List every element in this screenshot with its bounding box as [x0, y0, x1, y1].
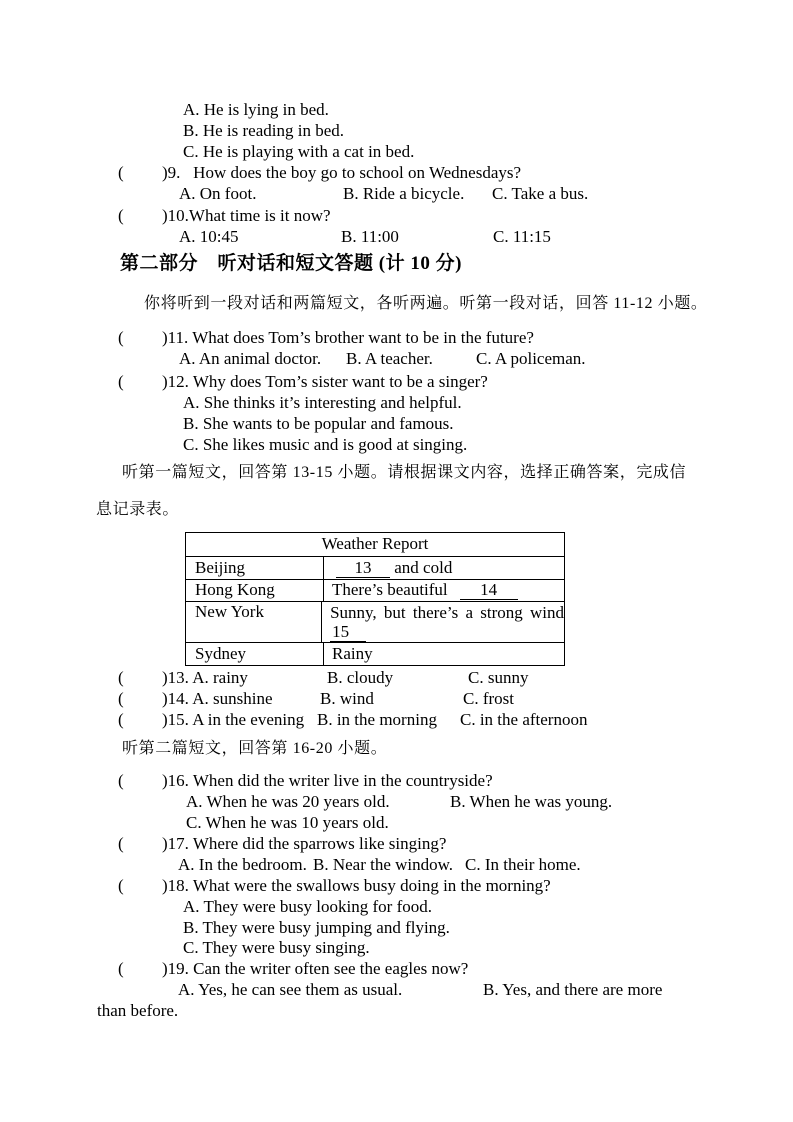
q16-option-b: B. When he was young. [450, 792, 613, 811]
part2-intro-passage1-line2: 息记录表。 [96, 501, 180, 518]
q11-answer-paren: ( [118, 328, 124, 347]
table-row [186, 601, 564, 642]
q10-option-a: A. 10:45 [179, 227, 239, 246]
weather-table-title: Weather Report [321, 534, 429, 553]
answer-blank-13: 13 [336, 559, 390, 578]
q10-question: )10.What time is it now? [162, 206, 331, 225]
weather-value-sydney: Rainy [332, 644, 373, 663]
q11-option-c: C. A policeman. [476, 349, 586, 368]
table-row [186, 642, 564, 665]
q17-answer-paren: ( [118, 834, 124, 853]
q9-question: )9. How does the boy go to school on Wednesdays? [162, 163, 522, 182]
q16-option-a: A. When he was 20 years old. [186, 792, 390, 811]
answer-blank-15: 15 [330, 623, 366, 642]
q10-option-c: C. 11:15 [493, 227, 551, 246]
answer-blank-14: 14 [460, 581, 518, 600]
q13-option-b: B. cloudy [327, 668, 394, 687]
q8-option-c: C. He is playing with a cat in bed. [183, 142, 415, 161]
q14-option-a: )14. A. sunshine [162, 689, 273, 708]
weather-city-hongkong: Hong Kong [186, 580, 324, 601]
q14-option-b: B. wind [320, 689, 374, 708]
weather-text-hongkong: There’s beautiful [332, 580, 448, 599]
q18-question: )18. What were the swallows busy doing in the morning? [162, 876, 551, 895]
q12-question: )12. Why does Tom’s sister want to be a singer? [162, 372, 488, 391]
q19-option-b-continuation: than before. [97, 1001, 179, 1020]
q8-option-b: B. He is reading in bed. [183, 121, 344, 140]
q13-option-c: C. sunny [468, 668, 529, 687]
q15-option-a: )15. A in the evening [162, 710, 305, 729]
q15-answer-paren: ( [118, 710, 124, 729]
weather-city-newyork: New York [186, 602, 322, 642]
q18-option-a: A. They were busy looking for food. [183, 897, 432, 916]
q17-option-b: B. Near the window. [313, 855, 454, 874]
q9-option-b: B. Ride a bicycle. [343, 184, 465, 203]
weather-table [185, 532, 565, 666]
weather-city-sydney: Sydney [186, 643, 324, 665]
table-row [186, 579, 564, 601]
q19-option-a: A. Yes, he can see them as usual. [178, 980, 403, 999]
q17-option-c: C. In their home. [465, 855, 581, 874]
weather-text-newyork: Sunny, but there’s a strong wind [330, 603, 564, 622]
q15-option-c: C. in the afternoon [460, 710, 588, 729]
q18-option-c: C. They were busy singing. [183, 938, 370, 957]
part2-heading: 第二部分 听对话和短文答题 (计 10 分) [120, 253, 462, 274]
table-row [186, 556, 564, 579]
part2-intro-passage1-line1: 听第一篇短文，回答第 13-15 小题。请根据课文内容，选择正确答案，完成信 [122, 464, 687, 481]
weather-value-beijing [324, 557, 564, 579]
q12-option-b: B. She wants to be popular and famous. [183, 414, 454, 433]
q9-option-c: C. Take a bus. [492, 184, 589, 203]
q12-option-c: C. She likes music and is good at singing. [183, 435, 468, 454]
weather-value-hongkong [324, 580, 564, 601]
q13-option-a: )13. A. rainy [162, 668, 248, 687]
q11-question: )11. What does Tom’s brother want to be in the future? [162, 328, 534, 347]
q10-option-b: B. 11:00 [341, 227, 399, 246]
q18-answer-paren: ( [118, 876, 124, 895]
q11-option-b: B. A teacher. [346, 349, 433, 368]
q17-question: )17. Where did the sparrows like singing? [162, 834, 447, 853]
part2-intro-dialogue: 你将听到一段对话和两篇短文，各听两遍。听第一段对话，回答 11-12 小题。 [144, 295, 708, 312]
q16-question: )16. When did the writer live in the countryside? [162, 771, 493, 790]
q16-option-c: C. When he was 10 years old. [186, 813, 389, 832]
q12-answer-paren: ( [118, 372, 124, 391]
weather-text-beijing: and cold [390, 558, 453, 577]
q13-answer-paren: ( [118, 668, 124, 687]
q10-answer-paren: ( [118, 206, 124, 225]
q18-option-b: B. They were busy jumping and flying. [183, 918, 450, 937]
q14-option-c: C. frost [463, 689, 514, 708]
weather-value-newyork [322, 602, 564, 642]
weather-table-title-row [186, 533, 564, 556]
q9-answer-paren: ( [118, 163, 124, 182]
q12-option-a: A. She thinks it’s interesting and helpful. [183, 393, 462, 412]
q19-answer-paren: ( [118, 959, 124, 978]
q14-answer-paren: ( [118, 689, 124, 708]
q19-option-b: B. Yes, and there are more [483, 980, 663, 999]
q15-option-b: B. in the morning [317, 710, 437, 729]
q9-option-a: A. On foot. [179, 184, 257, 203]
q17-option-a: A. In the bedroom. [178, 855, 307, 874]
q11-option-a: A. An animal doctor. [179, 349, 322, 368]
q16-answer-paren: ( [118, 771, 124, 790]
weather-city-beijing: Beijing [186, 557, 324, 579]
q8-option-a: A. He is lying in bed. [183, 100, 329, 119]
part2-intro-passage2: 听第二篇短文，回答第 16-20 小题。 [122, 740, 388, 757]
q19-question: )19. Can the writer often see the eagles now? [162, 959, 469, 978]
